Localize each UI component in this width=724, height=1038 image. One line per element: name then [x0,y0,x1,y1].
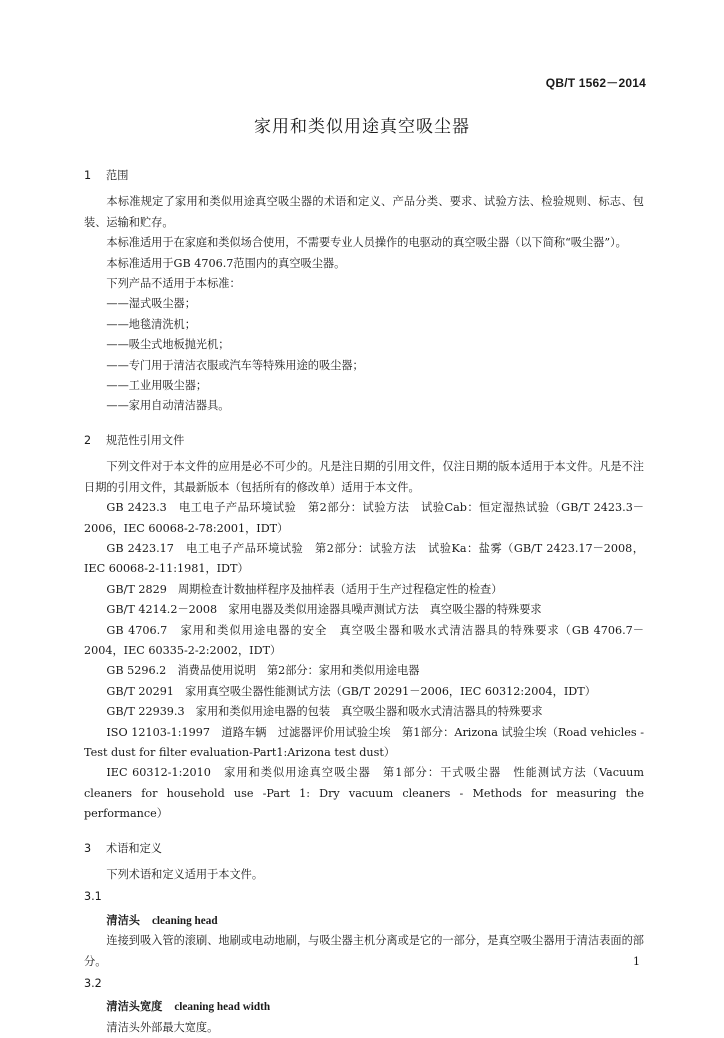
exclusion-item: ——湿式吸尘器； [106,297,196,311]
section-number: 3 [84,841,92,855]
section-title: 规范性引用文件 [106,433,185,447]
paragraph: 下列文件对于本文件的应用是必不可少的。凡是注日期的引用文件，仅注日期的版本适用于本文件。凡是不注日期的引用文件，其最新版本（包括所有的修改单）适用于本文件。 [84,460,644,494]
document-title: 家用和类似用途真空吸尘器 [254,117,470,137]
section-title: 术语和定义 [106,841,162,855]
term-zh: 清洁头宽度 [106,999,163,1014]
exclusion-item: ——地毯清洗机； [106,317,196,331]
section-number: 2 [84,433,92,447]
section-title: 范围 [106,169,129,182]
paragraph: 下列产品不适用于本标准： [106,277,241,291]
term-en: cleaning head [151,914,218,927]
reference-item: GB 2423.3 电工电子产品环境试验 第2部分：试验方法 试验Cab：恒定湿热试验（GB/T 2423.3－2006，IEC 60068-2-78:2001，IDT） [84,501,644,535]
exclusion-item: ——专门用于清洁衣服或汽车等特殊用途的吸尘器； [106,358,364,372]
exclusion-item: ——吸尘式地板抛光机； [106,338,230,352]
document-body [84,160,644,1038]
exclusion-item: ——家用自动清洁器具。 [106,399,230,413]
exclusion-item: ——工业用吸尘器； [106,379,208,393]
section-heading-normative-references [84,431,644,451]
section-heading-terms [84,839,644,859]
reference-item: IEC 60312-1:2010 家用和类似用途真空吸尘器 第1部分：干式吸尘器 性能测试方法（Vacuum cleaners for household use -Part 1: Dry vacuum cleaners - Methods for measuring the performance） [84,766,644,821]
reference-item: GB 4706.7 家用和类似用途电器的安全 真空吸尘器和吸水式清洁器具的特殊要求（GB 4706.7－2004，IEC 60335-2-2:2002，IDT） [84,623,644,657]
reference-item: GB/T 20291 家用真空吸尘器性能测试方法（GB/T 20291－2006，IEC 60312:2004，IDT） [106,684,596,698]
reference-item: GB/T 2829 周期检查计数抽样程序及抽样表（适用于生产过程稳定性的检查） [106,582,503,596]
term-definition: 连接到吸入管的滚刷、地刷或电动地刷，与吸尘器主机分离或是它的一部分，是真空吸尘器用于清洁表面的部分。 [84,934,644,968]
term-title [84,910,644,931]
page-number: 1 [633,955,640,968]
reference-item: ISO 12103-1:1997 道路车辆 过滤器评价用试验尘埃 第1部分：Arizona 试验尘埃（Road vehicles -Test dust for filter evaluation-Part1:Arizona test dust） [84,725,644,759]
term-number: 3.1 [84,890,102,904]
term-en: cleaning head width [174,1001,271,1014]
reference-item: GB/T 4214.2－2008 家用电器及类似用途器具噪声测试方法 真空吸尘器的特殊要求 [106,603,542,617]
paragraph: 本标准规定了家用和类似用途真空吸尘器的术语和定义、产品分类、要求、试验方法、检验规则、标志、包装、运输和贮存。 [84,195,644,229]
term-definition: 清洁头外部最大宽度。 [106,1020,219,1034]
paragraph: 下列术语和定义适用于本文件。 [106,868,264,881]
standard-code: QB/T 1562－2014 [545,76,646,90]
term-number: 3.2 [84,977,102,991]
paragraph: 本标准适用于GB 4706.7范围内的真空吸尘器。 [106,256,346,270]
reference-item: GB 5296.2 消费品使用说明 第2部分：家用和类似用途电器 [106,664,420,678]
term-title [84,996,644,1017]
term-zh: 清洁头 [106,912,140,927]
reference-item: GB 2423.17 电工电子产品环境试验 第2部分：试验方法 试验Ka：盐雾（GB/T 2423.17－2008，IEC 60068-2-11:1981，IDT） [84,541,644,576]
paragraph: 本标准适用于在家庭和类似场合使用，不需要专业人员操作的电驱动的真空吸尘器（以下简称“吸尘器”）。 [106,236,627,250]
section-heading-scope [84,166,644,186]
section-number: 1 [84,169,92,182]
reference-item: GB/T 22939.3 家用和类似用途电器的包装 真空吸尘器和吸水式清洁器具的特殊要求 [106,705,543,719]
